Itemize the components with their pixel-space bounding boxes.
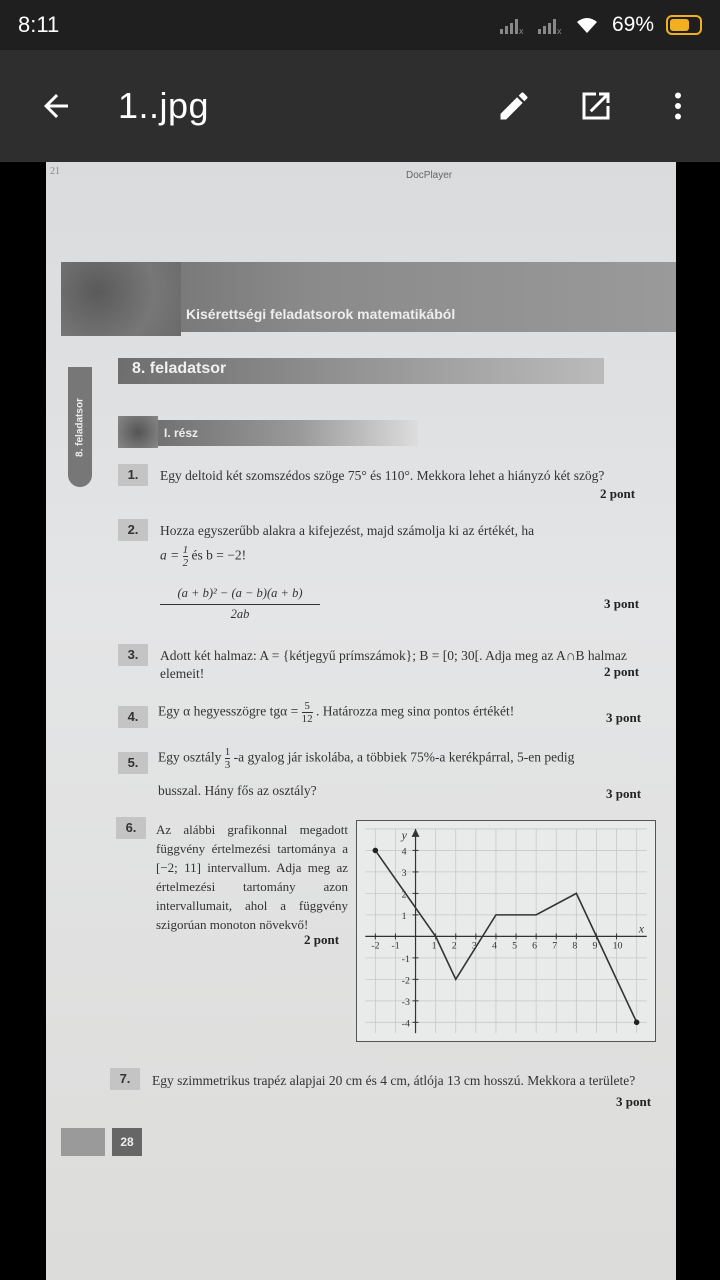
more-vert-icon [660, 88, 696, 124]
task-points: 3 pont [604, 596, 640, 611]
y-tick-label: -2 [401, 975, 410, 987]
edit-button[interactable] [486, 78, 542, 134]
endpoint-end [634, 1020, 640, 1026]
x-tick-label: 3 [471, 940, 477, 952]
fraction-num: 5 [304, 700, 310, 712]
fraction [183, 544, 189, 569]
status-time: 8:11 [18, 12, 60, 37]
task-number: 1. [118, 464, 148, 486]
part-icon [118, 416, 158, 448]
x-axis-label: x [638, 921, 645, 936]
open-in-new-icon [578, 88, 614, 124]
task-text-post: -a gyalog jár iskolába, a többiek 75%-a kerékpárral, 5-en pedig [233, 749, 575, 765]
y-axis-arrow [412, 829, 420, 837]
y-tick-label: -1 [401, 953, 410, 965]
task-text-post: . Határozza meg sinα pontos értékét! [315, 703, 515, 719]
pencil-icon [496, 88, 532, 124]
open-external-button[interactable] [568, 78, 624, 134]
task-text: Egy deltoid két szomszédos szöge 75° és 110°. Mekkora lehet a hiányzó két szög? [160, 468, 605, 483]
x-tick-label: -1 [391, 940, 400, 952]
task-text [158, 746, 658, 771]
task-points: 3 pont [606, 710, 642, 725]
expression [160, 584, 320, 623]
document-photo[interactable] [46, 162, 676, 1280]
battery-percent: 69% [611, 13, 654, 36]
header-image [61, 262, 181, 336]
header-title: Kisérettségi feladatsorok matematikából [186, 306, 456, 322]
status-bar [0, 0, 720, 50]
side-label: 8. feladatsor [74, 398, 86, 457]
function-graph [356, 820, 656, 1042]
x-tick-label: 4 [491, 940, 497, 952]
image-viewer[interactable] [0, 162, 720, 1280]
task-condition [160, 544, 460, 569]
task-text-pre: Egy α hegyesszögre tgα = [158, 703, 299, 719]
y-tick-label: 3 [401, 867, 407, 879]
app-bar [0, 50, 720, 162]
y-axis-label: y [401, 827, 407, 842]
fraction-num: 1 [224, 746, 231, 758]
task-text: Egy szimmetrikus trapéz alapjai 20 cm és 4 cm, átlója 13 cm hosszú. Mekkora a területe? [152, 1073, 636, 1088]
task-number: 3. [118, 644, 148, 666]
x-tick-label: -2 [371, 940, 380, 952]
fraction-den: 2 [182, 557, 189, 569]
task-points: 3 pont [616, 1094, 652, 1109]
page-number: 28 [112, 1128, 142, 1156]
part-band [118, 420, 418, 446]
status-icons [498, 13, 702, 37]
x-tick-label: 9 [592, 940, 598, 952]
endpoint-start [373, 848, 379, 854]
svg-text:x: x [518, 26, 524, 35]
task-text: Hozza egyszerűbb alakra a kifejezést, majd számolja ki az értékét, ha [160, 523, 535, 538]
y-tick-label: 2 [401, 889, 407, 901]
task-text: Adott két halmaz: A = {kétjegyű prímszámok}; B = [0; 30[. Adja meg az A∩B halmaz elemeit! [160, 648, 627, 681]
x-tick-label: 8 [572, 940, 578, 952]
task-points: 2 pont [600, 486, 636, 501]
task-text-line2: busszal. Hány fős az osztály? [158, 783, 317, 798]
task-points: 2 pont [604, 664, 640, 679]
expression-denominator: 2ab [230, 607, 250, 621]
wifi-icon [574, 15, 600, 35]
back-button[interactable] [28, 78, 84, 134]
x-tick-label: 1 [431, 940, 437, 952]
task-text: Az alábbi grafikonnal megadott függvény értelmezési tartománya a [−2; 11] intervallum. Adja meg az értelmezési tartomány azon intervallumait, ahol a függvény szigorúan monoton növekvő! [156, 822, 348, 932]
doc-brand: DocPlayer [406, 170, 453, 181]
footer-tab [61, 1128, 105, 1156]
more-options-button[interactable] [650, 78, 706, 134]
a-label: a = [160, 547, 180, 563]
section-title: 8. feladatsor [132, 360, 227, 377]
svg-text:x: x [556, 26, 562, 35]
task-points: 2 pont [304, 932, 340, 947]
fraction-den: 3 [224, 759, 231, 771]
x-tick-label: 10 [612, 940, 623, 952]
arrow-left-icon [38, 88, 74, 124]
expression-numerator: (a + b)² − (a − b)(a + b) [160, 584, 320, 605]
task-number: 7. [110, 1068, 140, 1090]
task-text [158, 700, 598, 725]
x-tick-label: 7 [552, 940, 558, 952]
part-title: I. rész [164, 426, 199, 440]
y-tick-label: 4 [401, 846, 407, 858]
x-tick-label: 6 [532, 940, 538, 952]
task-points: 3 pont [606, 786, 642, 801]
file-title: 1..jpg [118, 85, 210, 126]
task-number: 2. [118, 519, 148, 541]
fraction-num: 1 [182, 544, 189, 556]
task-number: 4. [118, 706, 148, 728]
fraction [302, 700, 313, 725]
fraction [225, 746, 231, 771]
battery-icon [666, 15, 702, 35]
task-text-pre: Egy osztály [158, 749, 222, 765]
y-tick-label: 1 [401, 910, 407, 922]
b-text: és b = −2! [191, 547, 247, 563]
signal-icon [536, 15, 562, 35]
task-number: 5. [118, 752, 148, 774]
task-number: 6. [116, 817, 146, 839]
y-tick-label: -3 [401, 996, 410, 1008]
x-tick-label: 2 [451, 940, 457, 952]
x-tick-label: 5 [512, 940, 518, 952]
signal-icon [498, 15, 524, 35]
y-tick-label: -4 [401, 1018, 410, 1030]
fraction-den: 12 [301, 713, 313, 725]
top-mark: 21 [50, 166, 60, 177]
